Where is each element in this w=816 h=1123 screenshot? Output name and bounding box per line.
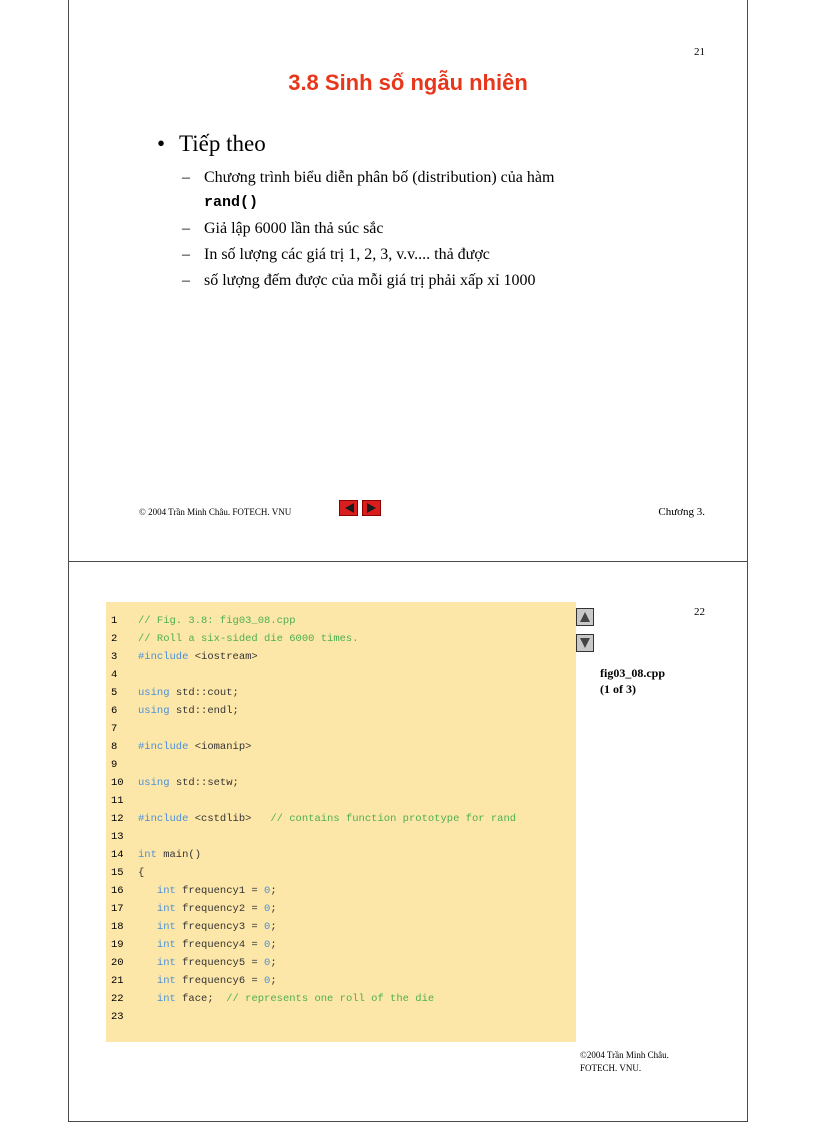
code-text: int main() (138, 849, 202, 861)
sub-bullet-text: Giả lập 6000 lần thả súc sắc (204, 220, 384, 237)
footer-copyright: © 2004 Trần Minh Châu. FOTECH. VNU (139, 507, 292, 517)
line-number: 12 (111, 813, 124, 825)
code-text: #include <cstdlib> // contains function prototype for rand (138, 813, 517, 825)
line-number: 1 (111, 615, 118, 627)
dash-icon: – (182, 246, 190, 263)
sub-bullet (182, 217, 554, 241)
next-slide-button[interactable] (362, 500, 381, 516)
prev-slide-button[interactable] (339, 500, 358, 516)
sub-bullet-text: số lượng đếm được của mỗi giá trị phải xấp xỉ 1000 (204, 272, 536, 289)
code-text: using std::setw; (138, 777, 239, 789)
figure-part: (1 of 3) (600, 682, 636, 696)
line-number: 21 (111, 975, 124, 987)
page-number: 21 (694, 46, 705, 58)
line-number: 6 (111, 705, 118, 717)
slide-nav (339, 500, 381, 516)
figure-label (600, 665, 665, 697)
sub-bullet-text: In số lượng các giá trị 1, 2, 3, v.v.... thả được (204, 246, 490, 263)
slide-title: 3.8 Sinh số ngẫu nhiên (288, 70, 528, 95)
line-number: 5 (111, 687, 118, 699)
copyright-line: ©2004 Trần Minh Châu. (580, 1050, 669, 1060)
code-text: int frequency4 = 0; (156, 939, 277, 951)
line-number: 20 (111, 957, 124, 969)
line-number: 11 (111, 795, 124, 807)
arrow-left-icon (343, 503, 355, 513)
line-number: 18 (111, 921, 124, 933)
bullet-dot-icon: • (157, 131, 166, 156)
slide-21 (68, 0, 748, 562)
line-number: 3 (111, 651, 118, 663)
sub-bullet-list (182, 166, 554, 293)
scroll-up-button[interactable] (576, 608, 594, 626)
line-number: 10 (111, 777, 124, 789)
footer-chapter: Chương 3. (658, 506, 705, 518)
figure-filename: fig03_08.cpp (600, 666, 666, 680)
line-number: 13 (111, 831, 124, 843)
scroll-down-button[interactable] (576, 634, 594, 652)
code-text: { (138, 867, 145, 879)
code-text: int frequency5 = 0; (156, 957, 277, 969)
line-number: 23 (111, 1011, 124, 1023)
code-text: using std::cout; (138, 687, 239, 699)
sub-bullet (182, 269, 554, 293)
code-text: #include <iomanip> (138, 741, 252, 753)
sub-bullet-text (204, 166, 554, 215)
code-text: using std::endl; (138, 705, 239, 717)
arrow-right-icon (366, 503, 378, 513)
footer-copyright (580, 1049, 669, 1075)
code-text: // Fig. 3.8: fig03_08.cpp (138, 615, 296, 627)
line-number: 9 (111, 759, 118, 771)
line-number: 14 (111, 849, 124, 861)
slide-22 (68, 561, 748, 1122)
code-text: int face; // represents one roll of the die (156, 993, 435, 1005)
code-text: // Roll a six-sided die 6000 times. (138, 633, 359, 645)
dash-icon: – (182, 169, 190, 186)
triangle-down-icon (579, 637, 591, 649)
dash-icon: – (182, 220, 190, 237)
line-number: 19 (111, 939, 124, 951)
copyright-line: FOTECH. VNU. (580, 1063, 642, 1073)
line-number: 4 (111, 669, 118, 681)
page-number: 22 (694, 606, 705, 618)
sub-bullet (182, 166, 554, 215)
code-listing (106, 602, 576, 1042)
code-text: int frequency1 = 0; (156, 885, 277, 897)
line-number: 17 (111, 903, 124, 915)
code-text: int frequency6 = 0; (156, 975, 277, 987)
code-text: #include <iostream> (138, 651, 258, 663)
sub-bullet-label: Chương trình biểu diễn phân bố (distribution) của hàm (204, 169, 555, 186)
line-number: 22 (111, 993, 124, 1005)
bullet-main (157, 131, 266, 157)
triangle-up-icon (579, 611, 591, 623)
bullet-text: Tiếp theo (179, 131, 266, 156)
code-text: int frequency3 = 0; (156, 921, 277, 933)
line-number: 15 (111, 867, 124, 879)
line-number: 7 (111, 723, 118, 735)
rand-code: rand() (204, 194, 259, 211)
line-number: 8 (111, 741, 118, 753)
code-text: int frequency2 = 0; (156, 903, 277, 915)
sub-bullet (182, 243, 554, 267)
line-number: 2 (111, 633, 118, 645)
dash-icon: – (182, 272, 190, 289)
line-number: 16 (111, 885, 124, 897)
